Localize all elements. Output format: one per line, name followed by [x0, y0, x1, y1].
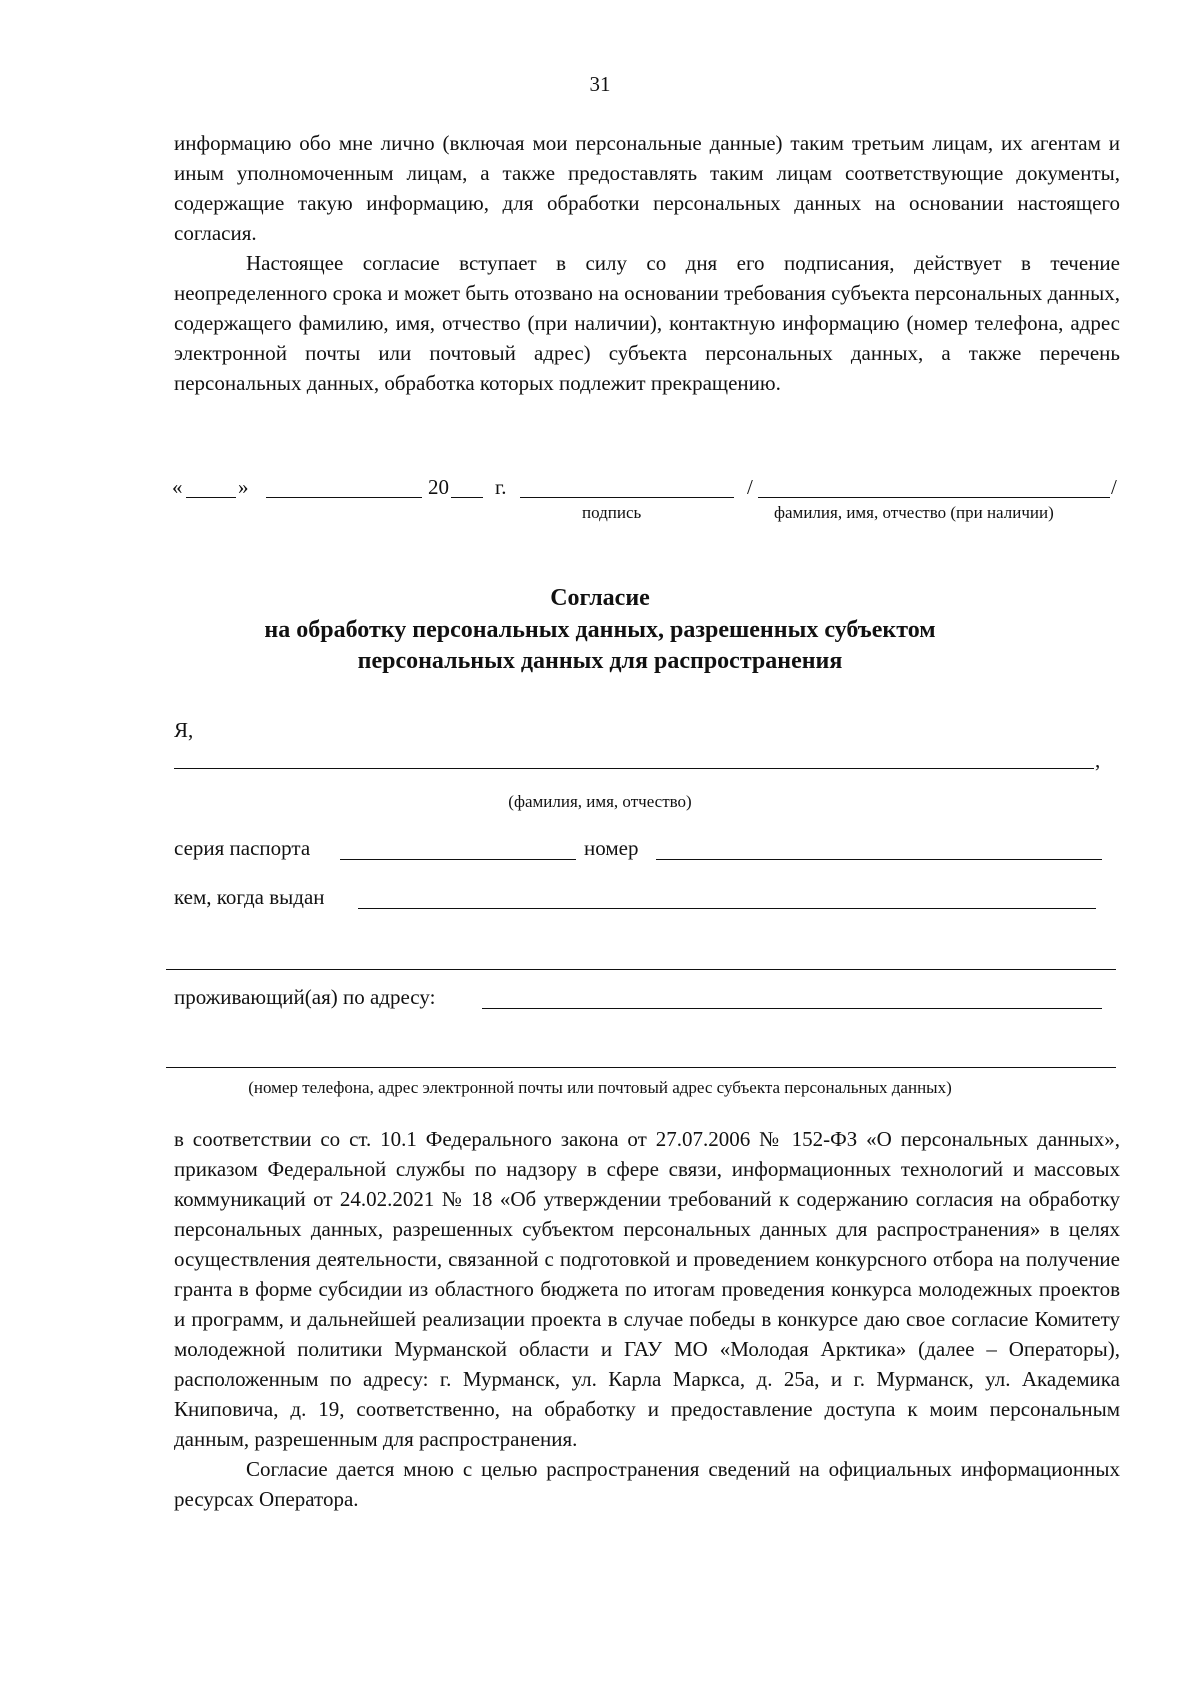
contact-caption: (номер телефона, адрес электронной почты или почтовый адрес субъекта персональных данных)	[248, 1078, 952, 1097]
i-label: Я,	[174, 718, 194, 742]
fio-comma: ,	[1095, 748, 1101, 772]
address-field[interactable]	[482, 1008, 1102, 1009]
consent-title: Согласие	[550, 585, 650, 611]
year-suffix: г.	[495, 475, 507, 499]
paragraph-validity: Настоящее согласие вступает в силу со дня его подписания, действует в течение неопределенного срока и может быть отозвано на основании требования субъекта персональных данных, содержащего фамилию, имя, отчество (при наличии), контактную информацию (номер телефона, адрес электронной почты или почтовый адрес) субъекта персональных данных, а также перечень персональных данных, обработка которых подлежит прекращению.	[174, 251, 1120, 395]
page-number: 31	[589, 72, 611, 96]
passport-series-label: серия паспорта	[174, 836, 311, 860]
passport-number-field[interactable]	[656, 859, 1102, 860]
date-close-quote: »	[238, 475, 249, 499]
slash-right: /	[1111, 475, 1117, 499]
passport-number-label: номер	[584, 836, 639, 860]
issued-by-field[interactable]	[358, 908, 1096, 909]
paragraph-purpose: Согласие дается мною с целью распространения сведений на официальных информационных ресурсах Оператора.	[174, 1457, 1120, 1511]
slash-left: /	[747, 475, 753, 499]
fio-caption: (фамилия, имя, отчество)	[508, 792, 692, 811]
top-text-block	[174, 128, 1120, 398]
year-field[interactable]	[451, 497, 483, 498]
issued-by-field-continued[interactable]	[166, 969, 1116, 970]
full-name-field[interactable]	[758, 497, 1110, 498]
contact-field[interactable]	[166, 1067, 1116, 1068]
consent-subtitle-line2: персональных данных для распространения	[357, 648, 843, 674]
full-name-caption: фамилия, имя, отчество (при наличии)	[774, 503, 1054, 522]
date-open-quote: «	[172, 475, 183, 499]
month-field[interactable]	[266, 497, 422, 498]
year-prefix: 20	[428, 475, 449, 499]
issued-by-label: кем, когда выдан	[174, 885, 325, 909]
consent-subtitle-line1: на обработку персональных данных, разрешенных субъектом	[264, 617, 936, 643]
signature-caption: подпись	[582, 503, 642, 522]
paragraph-legal-basis: в соответствии со ст. 10.1 Федерального закона от 27.07.2006 № 152-ФЗ «О персональных данных», приказом Федеральной службы по надзору в сфере связи, информационных технологий и массовых коммуникаций от 24.02.2021 № 18 «Об утверждении требований к содержанию согласия на обработку персональных данных, разрешенных субъектом персональных данных для распространения» в целях осуществления деятельности, связанной с подготовкой и проведением конкурсного отбора на получение гранта в форме субсидии из областного бюджета по итогам проведения конкурса молодежных проектов и программ, и дальнейшей реализации проекта в случае победы в конкурсе даю свое согласие Комитету молодежной политики Мурманской области и ГАУ МО «Молодая Арктика» (далее – Операторы), расположенным по адресу: г. Мурманск, ул. Карла Маркса, д. 25а, и г. Мурманск, ул. Академика Книповича, д. 19, соответственно, на обработку и предоставление доступа к моим персональным данным, разрешенным для распространения.	[174, 1127, 1120, 1451]
paragraph-third-parties: информацию обо мне лично (включая мои персональные данные) таким третьим лицам, их агентам и иным уполномоченным лицам, а также предоставлять таким лицам соответствующие документы, содержащие такую информацию, для обработки персональных данных на основании настоящего согласия.	[174, 131, 1120, 245]
signature-field[interactable]	[520, 497, 734, 498]
fio-field[interactable]	[174, 768, 1094, 769]
passport-series-field[interactable]	[340, 859, 576, 860]
day-field[interactable]	[186, 497, 236, 498]
consent-body	[174, 1124, 1120, 1514]
address-label: проживающий(ая) по адресу:	[174, 985, 436, 1009]
